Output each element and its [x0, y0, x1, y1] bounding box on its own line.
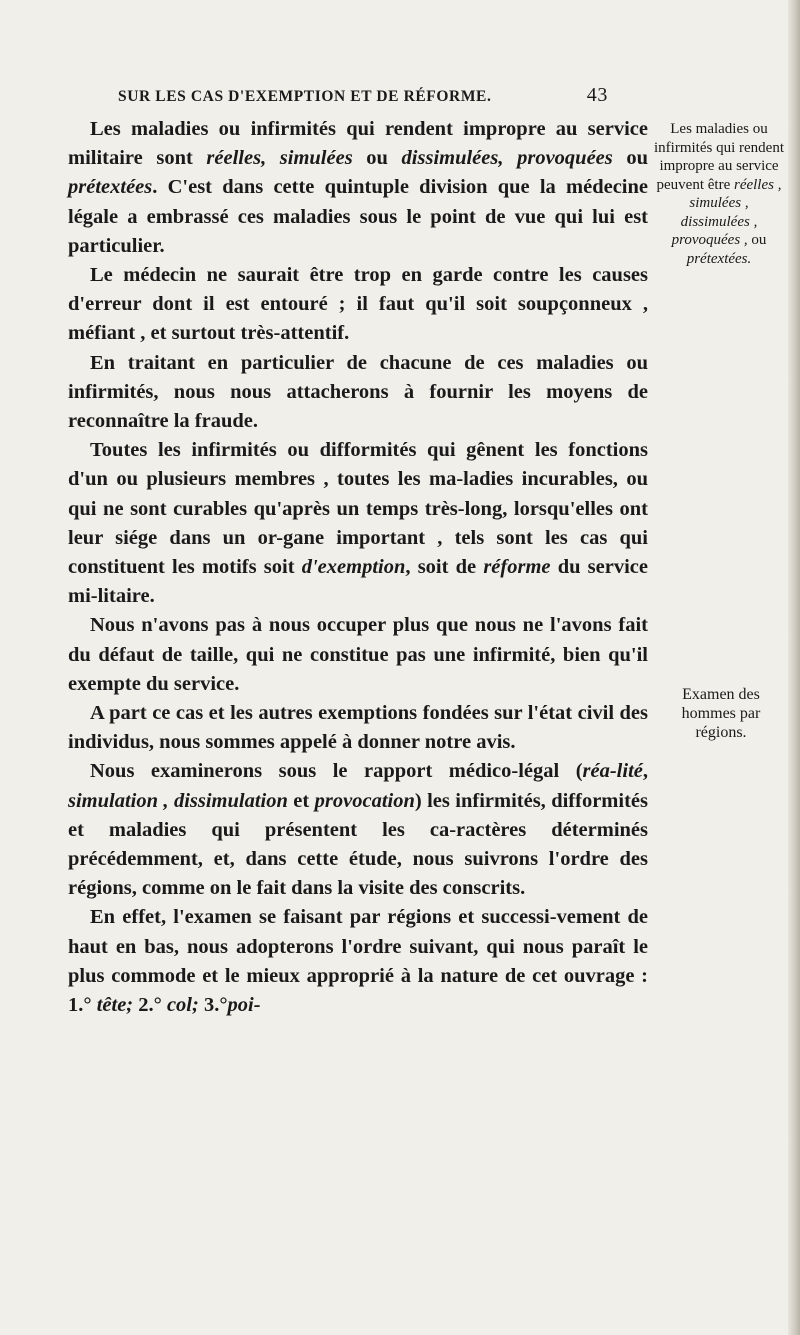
paragraph-6: A part ce cas et les autres exemptions fondées sur l'état civil des individus, nous sommes appelé à donner notre avis. [68, 702, 648, 754]
paragraph-7: Nous examinerons sous le rapport médico-légal (réa-lité, simulation , dissimulation et provocation) les infirmités, difformités et maladies qui présentent les ca-ractères déterminés précédemment, et, dans cette étude, nous suivrons l'ordre des régions, comme on le fait dans la visite des conscrits. [68, 760, 648, 900]
paragraph-8: En effet, l'examen se faisant par régions et successi-vement de haut en bas, nous adopterons l'ordre suivant, qui nous paraît le plus commode et le mieux approprié à la nature de cet ouvrage : 1.° tête; 2.° col; 3.°poi- [68, 906, 648, 1017]
paragraph-1: Les maladies ou infirmités qui rendent impropre au service militaire sont réelles, simulées ou dissimulées, provoquées ou prétextées. C'est dans cette quintuple division que la médecine légale a embrassé ces maladies sous le point de vue qui lui est particulier. [68, 118, 649, 257]
paragraph-5: Nous n'avons pas à nous occuper plus que nous ne l'avons fait du défaut de taille, qui ne constitue pas une infirmité, bien qu'il exempte du service. [68, 614, 648, 695]
paragraph-2: Le médecin ne saurait être trop en garde contre les causes d'erreur dont il est entouré ; il faut qu'il soit soupçonneux , méfiant , et surtout très-attentif. [68, 264, 648, 345]
page-number: 43 [586, 84, 608, 106]
running-title: SUR LES CAS D'EXEMPTION ET DE RÉFORME. [118, 88, 492, 105]
page-binding-edge [788, 0, 800, 1335]
paragraph-3: En traitant en particulier de chacune de ces maladies ou infirmités, nous nous attacherons à fournir les moyens de reconnaître la fraude. [68, 351, 648, 433]
margin-note-2: Examen des hommes par régions. [681, 686, 761, 741]
margin-note-1: Les maladies ou infirmités qui rendent impropre au service peuvent être réelles , simulées , dissimulées , provoquées , ou prétextées. [654, 121, 784, 267]
paragraph-4: Toutes les infirmités ou difformités qui gênent les fonctions d'un ou plusieurs membres , toutes les ma-ladies incurables, ou qui ne sont curables qu'après un temps très-long, lorsqu'elles ont leur siége dans un or-gane important , tels sont les cas qui constituent les motifs soit d'exemption, soit de réforme du service mi-litaire. [68, 439, 648, 608]
running-header [118, 84, 698, 106]
main-text [68, 115, 648, 1020]
